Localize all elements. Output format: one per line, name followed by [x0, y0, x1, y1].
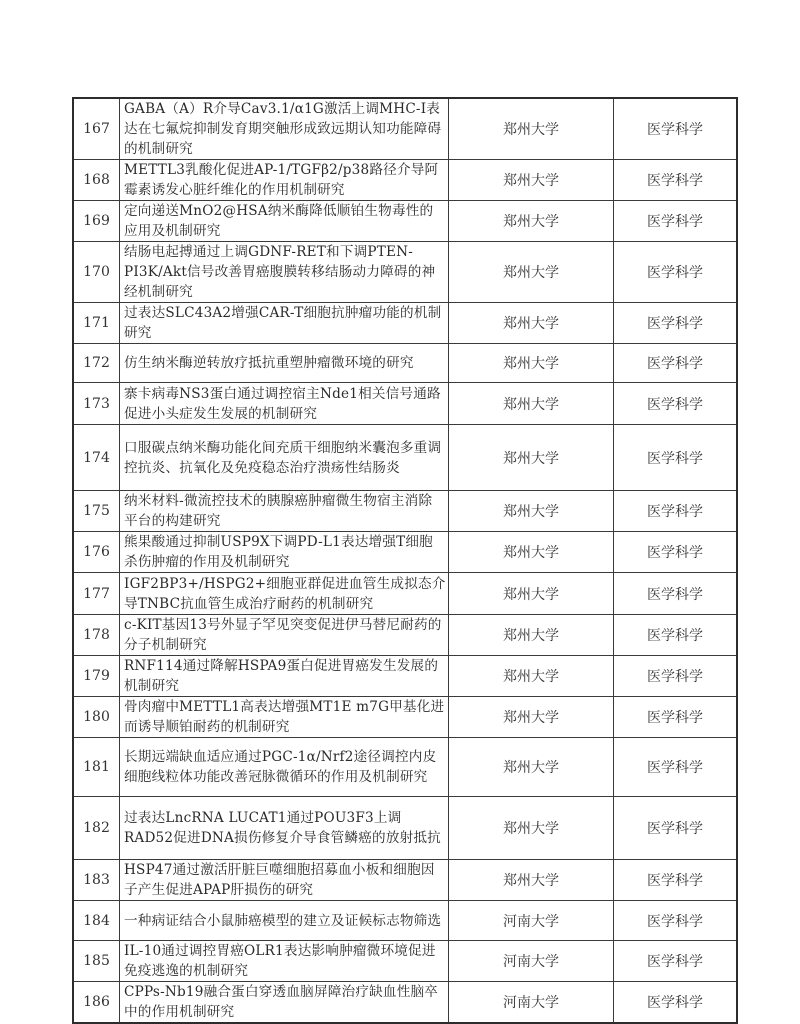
discipline-name: 医学科学: [614, 160, 738, 201]
project-title: 过表达LncRNA LUCAT1通过POU3F3上调RAD52促进DNA损伤修复介导食管鳞癌的放射抵抗: [120, 797, 449, 860]
row-number: 183: [73, 860, 120, 901]
university-name: 郑州大学: [449, 425, 614, 491]
discipline-name: 医学科学: [614, 242, 738, 303]
project-title: 骨肉瘤中METTL1高表达增强MT1E m7G甲基化进而诱导顺铂耐药的机制研究: [120, 697, 449, 738]
row-number: 184: [73, 901, 120, 941]
project-title: 结肠电起搏通过上调GDNF-RET和下调PTEN-PI3K/Akt信号改善胃癌腹膜转移结肠动力障碍的神经机制研究: [120, 242, 449, 303]
project-table: [72, 97, 738, 1024]
table-row: [73, 344, 737, 383]
project-title: METTL3乳酸化促进AP-1/TGFβ2/p38路径介导阿霉素诱发心脏纤维化的作用机制研究: [120, 160, 449, 201]
table-row: [73, 656, 737, 697]
university-name: 河南大学: [449, 901, 614, 941]
discipline-name: 医学科学: [614, 532, 738, 573]
university-name: 郑州大学: [449, 491, 614, 532]
university-name: 郑州大学: [449, 573, 614, 615]
university-name: 河南大学: [449, 941, 614, 982]
discipline-name: 医学科学: [614, 303, 738, 344]
table-row: [73, 425, 737, 491]
discipline-name: 医学科学: [614, 982, 738, 1024]
project-title: IL-10通过调控胃癌OLR1表达影响肿瘤微环境促进免疫逃逸的机制研究: [120, 941, 449, 982]
table-row: [73, 941, 737, 982]
discipline-name: 医学科学: [614, 738, 738, 797]
discipline-name: 医学科学: [614, 573, 738, 615]
project-title: 过表达SLC43A2增强CAR-T细胞抗肿瘤功能的机制研究: [120, 303, 449, 344]
row-number: 186: [73, 982, 120, 1024]
table-row: [73, 532, 737, 573]
row-number: 177: [73, 573, 120, 615]
university-name: 郑州大学: [449, 797, 614, 860]
row-number: 178: [73, 615, 120, 656]
table-row: [73, 573, 737, 615]
table-row: [73, 160, 737, 201]
discipline-name: 医学科学: [614, 697, 738, 738]
university-name: 郑州大学: [449, 532, 614, 573]
project-title: RNF114通过降解HSPA9蛋白促进胃癌发生发展的机制研究: [120, 656, 449, 697]
project-title: 仿生纳米酶逆转放疗抵抗重塑肿瘤微环境的研究: [120, 344, 449, 383]
table-row: [73, 982, 737, 1024]
row-number: 170: [73, 242, 120, 303]
discipline-name: 医学科学: [614, 491, 738, 532]
row-number: 167: [73, 98, 120, 160]
row-number: 168: [73, 160, 120, 201]
project-title: 长期远端缺血适应通过PGC-1α/Nrf2途径调控内皮细胞线粒体功能改善冠脉微循环的作用及机制研究: [120, 738, 449, 797]
row-number: 176: [73, 532, 120, 573]
table-row: [73, 98, 737, 160]
row-number: 180: [73, 697, 120, 738]
university-name: 郑州大学: [449, 383, 614, 425]
university-name: 郑州大学: [449, 303, 614, 344]
project-title: CPPs-Nb19融合蛋白穿透血脑屏障治疗缺血性脑卒中的作用机制研究: [120, 982, 449, 1024]
project-title: IGF2BP3+/HSPG2+细胞亚群促进血管生成拟态介导TNBC抗血管生成治疗耐药的机制研究: [120, 573, 449, 615]
university-name: 郑州大学: [449, 738, 614, 797]
university-name: 郑州大学: [449, 160, 614, 201]
row-number: 179: [73, 656, 120, 697]
table-row: [73, 383, 737, 425]
discipline-name: 医学科学: [614, 656, 738, 697]
table-row: [73, 860, 737, 901]
table-row: [73, 491, 737, 532]
row-number: 181: [73, 738, 120, 797]
row-number: 175: [73, 491, 120, 532]
discipline-name: 医学科学: [614, 901, 738, 941]
discipline-name: 医学科学: [614, 941, 738, 982]
row-number: 185: [73, 941, 120, 982]
university-name: 郑州大学: [449, 242, 614, 303]
row-number: 174: [73, 425, 120, 491]
project-title: c-KIT基因13号外显子罕见突变促进伊马替尼耐药的分子机制研究: [120, 615, 449, 656]
project-table-body: [73, 98, 737, 1023]
project-title: HSP47通过激活肝脏巨噬细胞招募血小板和细胞因子产生促进APAP肝损伤的研究: [120, 860, 449, 901]
row-number: 172: [73, 344, 120, 383]
discipline-name: 医学科学: [614, 797, 738, 860]
table-row: [73, 901, 737, 941]
table-row: [73, 615, 737, 656]
discipline-name: 医学科学: [614, 344, 738, 383]
row-number: 173: [73, 383, 120, 425]
table-row: [73, 738, 737, 797]
project-title: 一种病证结合小鼠肺癌模型的建立及证候标志物筛选: [120, 901, 449, 941]
university-name: 郑州大学: [449, 860, 614, 901]
table-row: [73, 242, 737, 303]
university-name: 郑州大学: [449, 697, 614, 738]
row-number: 169: [73, 201, 120, 242]
discipline-name: 医学科学: [614, 860, 738, 901]
university-name: 郑州大学: [449, 656, 614, 697]
table-row: [73, 201, 737, 242]
discipline-name: 医学科学: [614, 98, 738, 160]
project-title: 寨卡病毒NS3蛋白通过调控宿主Nde1相关信号通路促进小头症发生发展的机制研究: [120, 383, 449, 425]
project-title: 熊果酸通过抑制USP9X下调PD-L1表达增强T细胞杀伤肿瘤的作用及机制研究: [120, 532, 449, 573]
project-title: 口服碳点纳米酶功能化间充质干细胞纳米囊泡多重调控抗炎、抗氧化及免疫稳态治疗溃疡性结肠炎: [120, 425, 449, 491]
project-title: 定向递送MnO2@HSA纳米酶降低顺铂生物毒性的应用及机制研究: [120, 201, 449, 242]
discipline-name: 医学科学: [614, 615, 738, 656]
discipline-name: 医学科学: [614, 425, 738, 491]
table-row: [73, 303, 737, 344]
table-row: [73, 697, 737, 738]
university-name: 郑州大学: [449, 98, 614, 160]
discipline-name: 医学科学: [614, 383, 738, 425]
university-name: 郑州大学: [449, 615, 614, 656]
project-title: 纳米材料-微流控技术的胰腺癌肿瘤微生物宿主消除平台的构建研究: [120, 491, 449, 532]
row-number: 171: [73, 303, 120, 344]
university-name: 郑州大学: [449, 201, 614, 242]
discipline-name: 医学科学: [614, 201, 738, 242]
university-name: 河南大学: [449, 982, 614, 1024]
table-row: [73, 797, 737, 860]
university-name: 郑州大学: [449, 344, 614, 383]
row-number: 182: [73, 797, 120, 860]
project-title: GABA（A）R介导Cav3.1/α1G激活上调MHC-Ⅰ表达在七氟烷抑制发育期突触形成致远期认知功能障碍的机制研究: [120, 98, 449, 160]
